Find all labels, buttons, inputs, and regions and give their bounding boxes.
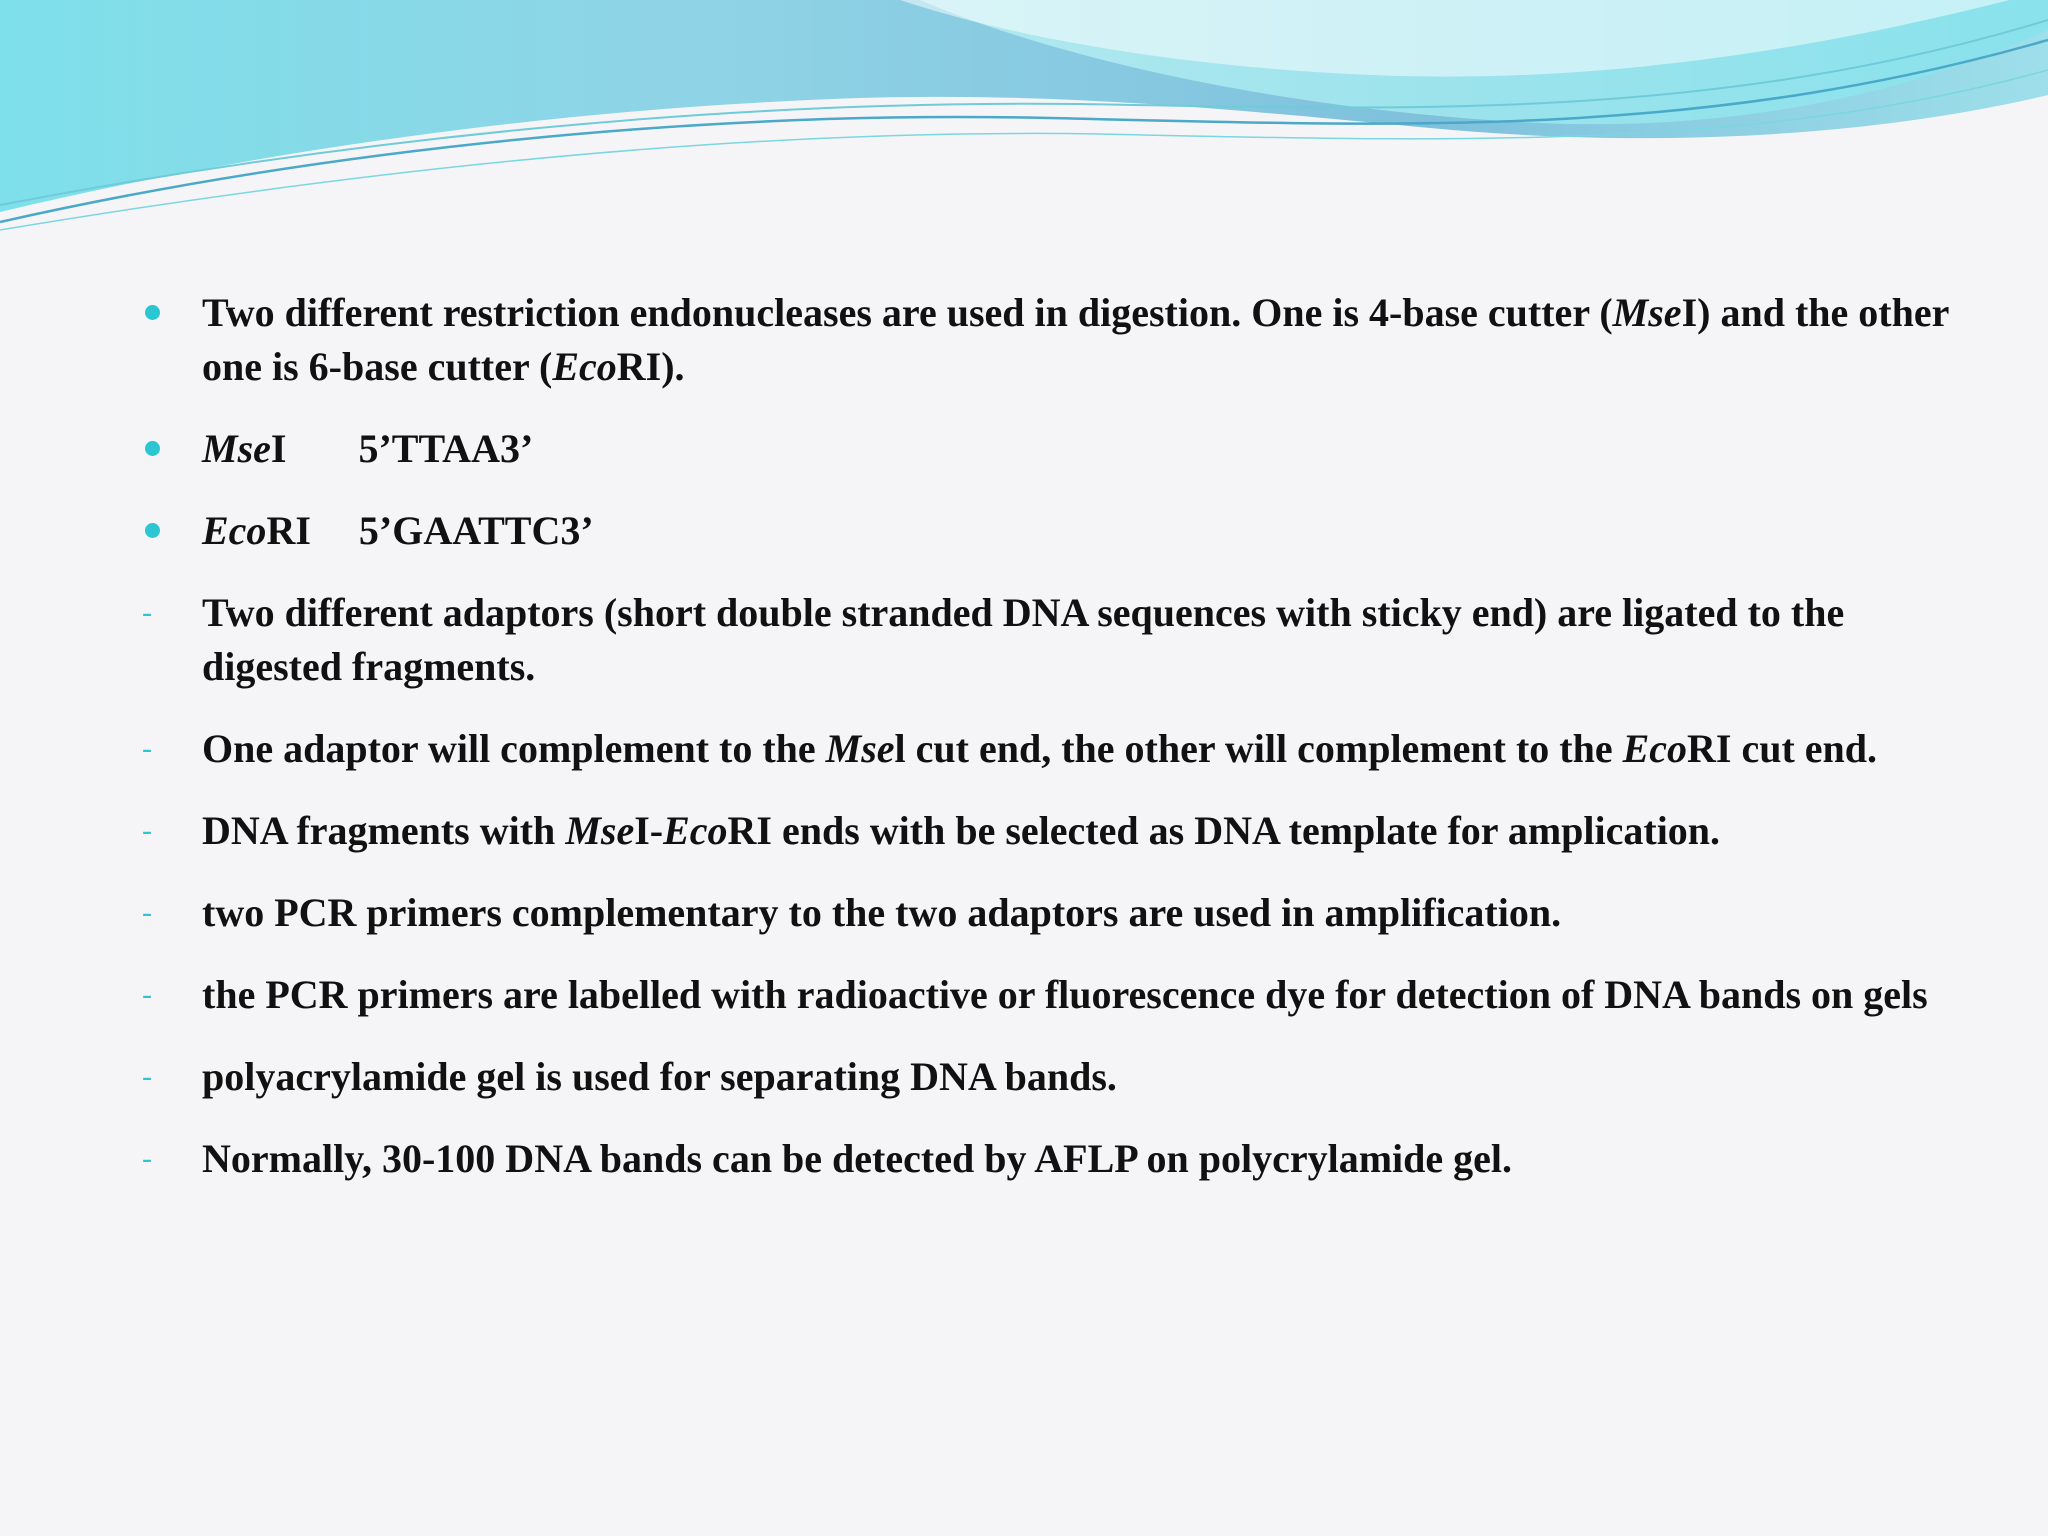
header-wave-decoration bbox=[0, 0, 2048, 240]
bullet-dash: - bbox=[142, 896, 152, 929]
bullet-item: - DNA fragments with MseI-EcoRI ends with be selected as DNA template for amplication. bbox=[140, 804, 1970, 858]
bullet-dot-icon bbox=[145, 305, 160, 320]
bullet-item: Two different restriction endonucleases are used in digestion. One is 4-base cutter (MseI) and the other one is 6-base cutter (EcoRI). bbox=[140, 286, 1970, 394]
bullet-dash: - bbox=[142, 596, 152, 629]
bullet-item: MseI 5’TTAA3’ bbox=[140, 422, 1970, 476]
bullet-dash: - bbox=[142, 1142, 152, 1175]
bullet-dot-icon bbox=[145, 441, 160, 456]
bullet-item: - polyacrylamide gel is used for separating DNA bands. bbox=[140, 1050, 1970, 1104]
bullet-item: - two PCR primers complementary to the two adaptors are used in amplification. bbox=[140, 886, 1970, 940]
bullet-item: - Two different adaptors (short double stranded DNA sequences with sticky end) are ligated to the digested fragments. bbox=[140, 586, 1970, 694]
bullet-dash: - bbox=[142, 814, 152, 847]
ecori-site: 5’GAATTC3’ bbox=[358, 508, 594, 553]
bullet-item: - One adaptor will complement to the Msel cut end, the other will complement to the EcoRI cut end. bbox=[140, 722, 1970, 776]
bullet-dot-icon bbox=[145, 523, 160, 538]
bullet-item: - Normally, 30-100 DNA bands can be detected by AFLP on polycrylamide gel. bbox=[140, 1132, 1970, 1186]
bullet-item: EcoRI 5’GAATTC3’ bbox=[140, 504, 1970, 558]
bullet-list bbox=[140, 286, 1970, 1214]
bullet-dash: - bbox=[142, 978, 152, 1011]
bullet-item: - the PCR primers are labelled with radioactive or fluorescence dye for detection of DNA bands on gels bbox=[140, 968, 1970, 1022]
bullet-dash: - bbox=[142, 1060, 152, 1093]
bullet-dash: - bbox=[142, 732, 152, 765]
msei-site: 5’TTAA3’ bbox=[358, 426, 534, 471]
